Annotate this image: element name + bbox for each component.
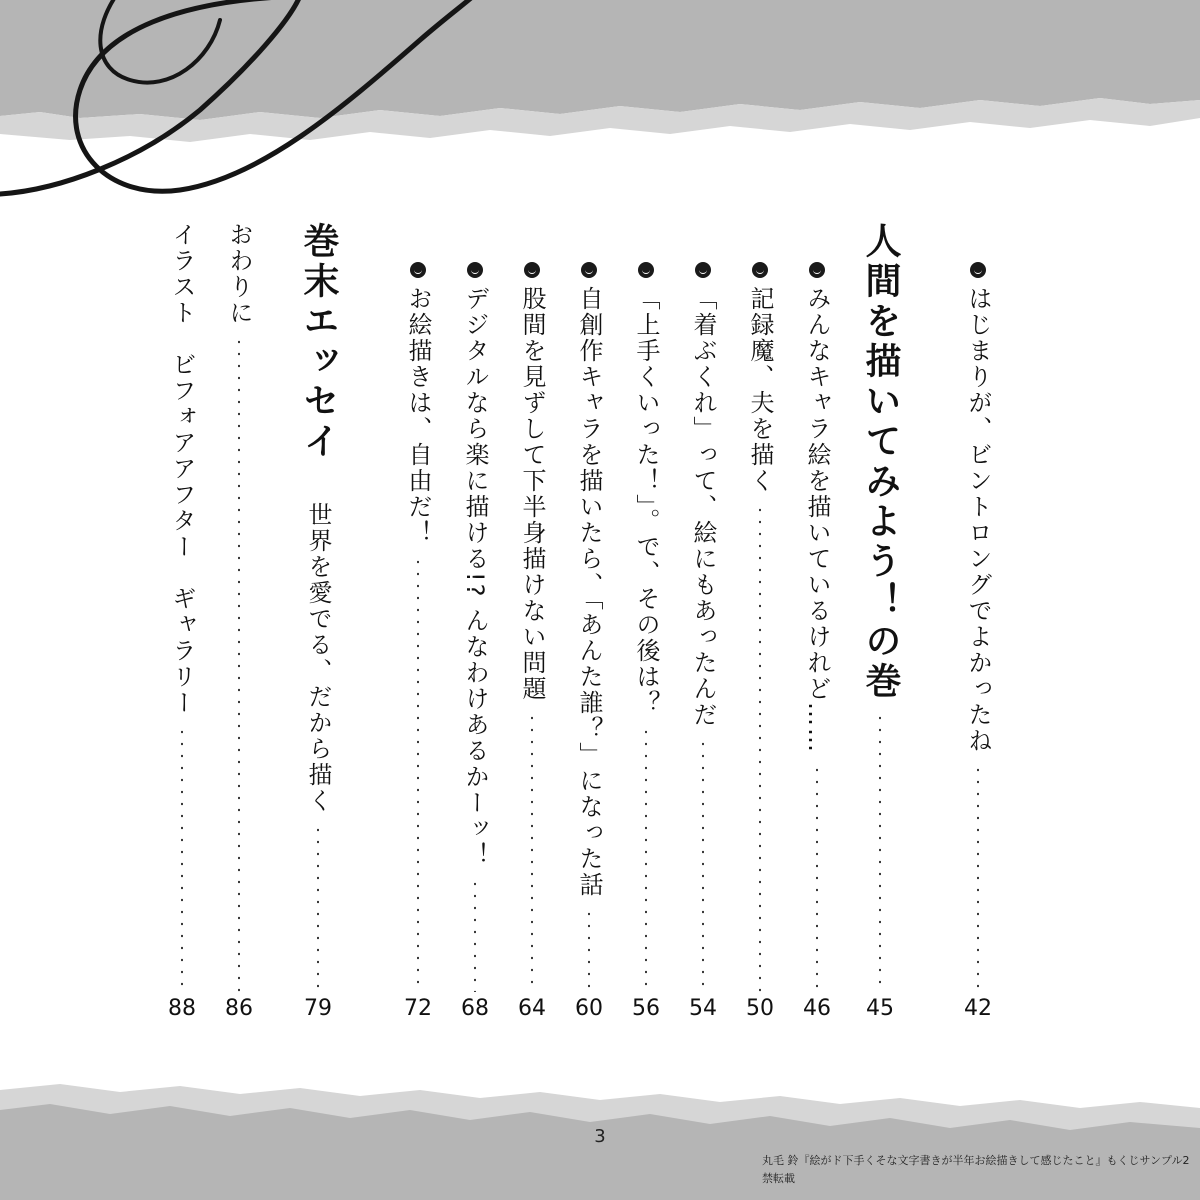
toc-entry-title: 股間を見ずして下半身描けない問題 <box>518 286 546 702</box>
dot-leader <box>588 908 590 992</box>
toc-entry[interactable] <box>632 262 660 1022</box>
page-number: 3 <box>594 1126 606 1147</box>
toc-entry-title: みんなキャラ絵を描いているけれど…… <box>803 286 831 754</box>
dot-leader <box>759 504 761 992</box>
top-torn-band <box>0 0 1200 120</box>
dot-leader <box>702 738 704 992</box>
toc-entry-page: 54 <box>689 996 717 1021</box>
toc-entry[interactable] <box>746 262 774 1022</box>
toc-entry-page: 72 <box>404 996 432 1021</box>
toc-entry[interactable] <box>225 222 253 1022</box>
toc-entry[interactable] <box>575 262 603 1022</box>
smile-bullet-icon <box>467 262 483 278</box>
toc-entry[interactable] <box>964 262 992 1022</box>
toc-entry-title: 自創作キャラを描いたら、「あんた誰？」になった話 <box>575 286 603 898</box>
toc-entry-title: 「上手くいった！」。で、その後は？ <box>632 286 660 716</box>
section-heading-title: 巻末エッセイ <box>298 222 339 462</box>
copyright-notice: 禁転載 <box>762 1172 795 1185</box>
toc-entry-title: 「着ぶくれ」って、絵にもあったんだ <box>689 286 717 728</box>
toc-entry-title: おわりに <box>225 222 253 326</box>
smile-bullet-icon <box>581 262 597 278</box>
toc-entry-page: 88 <box>168 996 196 1021</box>
toc-entry-title: はじまりが、ビントロングでよかったね <box>964 286 992 754</box>
smile-bullet-icon <box>809 262 825 278</box>
toc-entry-subtitle: 世界を愛でる、だから描く <box>304 502 332 814</box>
toc-entry-page: 50 <box>746 996 774 1021</box>
toc-entry-title: デジタルなら楽に描ける!? んなわけあるかーッ！ <box>461 286 489 868</box>
toc-entry-page: 45 <box>866 996 894 1021</box>
toc-entry-title: お絵描きは、自由だ！ <box>404 286 432 546</box>
smile-bullet-icon <box>638 262 654 278</box>
toc-entry-title: イラスト ビフォアアフター ギャラリー <box>168 222 196 716</box>
dot-leader <box>879 712 881 992</box>
smile-bullet-icon <box>970 262 986 278</box>
toc-entry-page: 68 <box>461 996 489 1021</box>
smile-bullet-icon <box>752 262 768 278</box>
dot-leader <box>238 336 240 992</box>
toc-entry-page: 64 <box>518 996 546 1021</box>
toc-entry-page: 46 <box>803 996 831 1021</box>
toc-entry-title: 記録魔、夫を描く <box>746 286 774 494</box>
toc-section-heading[interactable] <box>860 222 901 1022</box>
toc-entry-page: 42 <box>964 996 992 1021</box>
dot-leader <box>531 712 533 992</box>
dot-leader <box>977 764 979 992</box>
smile-bullet-icon <box>695 262 711 278</box>
toc-entry-page: 56 <box>632 996 660 1021</box>
toc-entry-page: 60 <box>575 996 603 1021</box>
dot-leader <box>474 878 476 992</box>
toc-entry[interactable] <box>689 262 717 1022</box>
toc-entry[interactable] <box>518 262 546 1022</box>
toc-entry[interactable] <box>461 262 489 1022</box>
toc-section-heading[interactable] <box>298 222 339 1022</box>
dot-leader <box>417 556 419 992</box>
toc-entry[interactable] <box>404 262 432 1022</box>
dot-leader <box>816 764 818 992</box>
smile-bullet-icon <box>524 262 540 278</box>
toc-entry[interactable] <box>803 262 831 1022</box>
credit-text <box>762 1152 1190 1188</box>
toc-entry[interactable] <box>168 222 196 1022</box>
dot-leader <box>181 726 183 992</box>
dot-leader <box>645 726 647 992</box>
toc-entry-page: 86 <box>225 996 253 1021</box>
toc-entry-page: 79 <box>304 996 332 1021</box>
dot-leader <box>317 824 319 992</box>
smile-bullet-icon <box>410 262 426 278</box>
credit-line: 丸毛 鈴『絵がド下手くそな文字書きが半年お絵描きして感じたこと』もくじサンプル2 <box>762 1154 1190 1167</box>
section-heading-title: 人間を描いてみよう！の巻 <box>860 222 901 702</box>
